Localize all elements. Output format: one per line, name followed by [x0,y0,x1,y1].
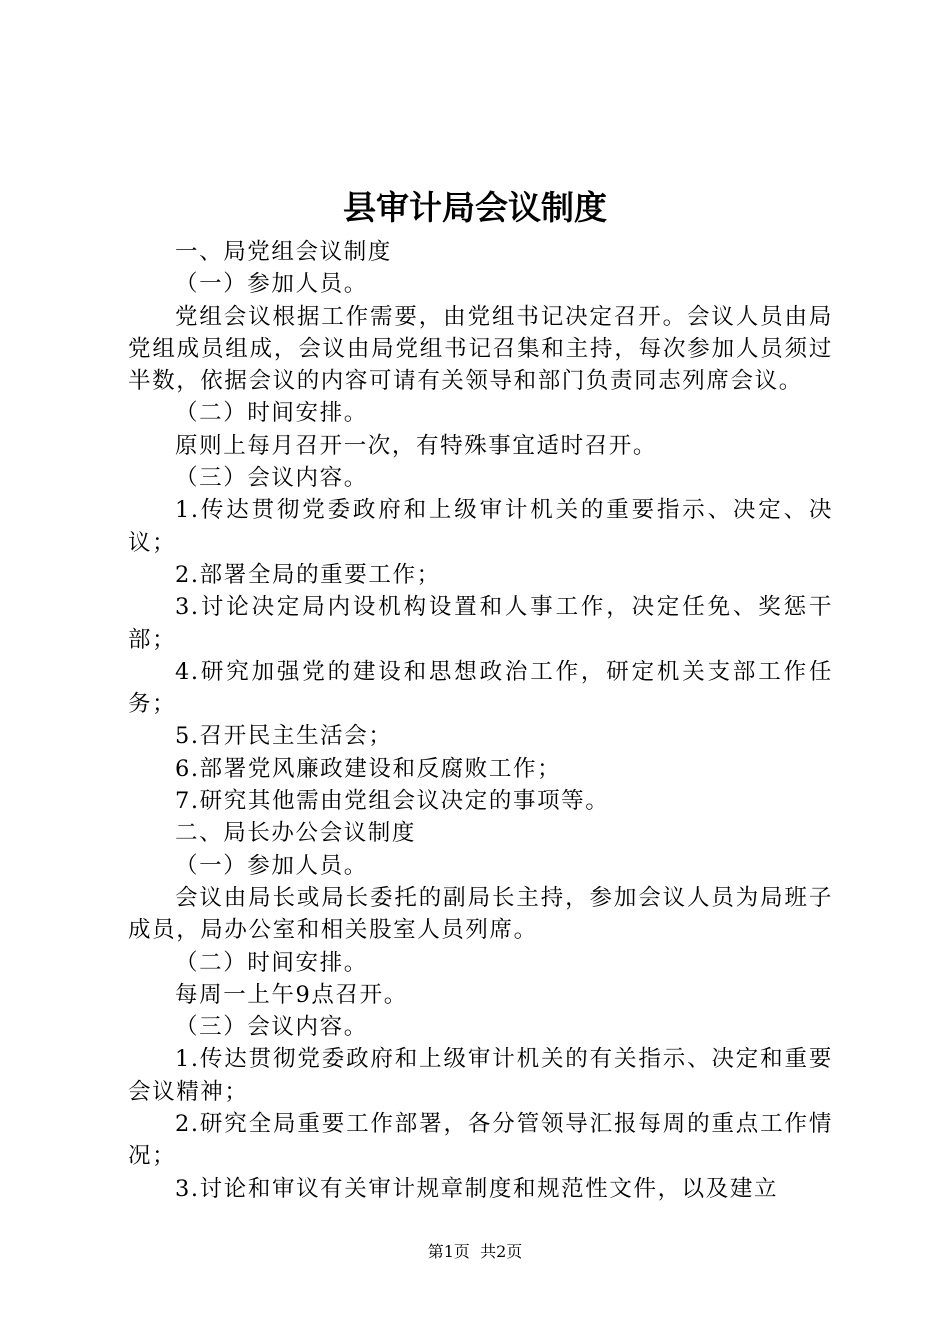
page-title: 县审计局会议制度 [343,188,607,227]
list-item: 3.讨论和审议有关审计规章制度和规范性文件，以及建立 [175,1175,779,1202]
subheading-participants: （一）参加人员。 [175,271,368,298]
list-item: 4.研究加强党的建设和思想政治工作，研定机关支部工作任务； [128,658,833,718]
page-number: 第1页 [427,1242,470,1261]
list-item: 2.部署全局的重要工作； [175,561,441,588]
section-heading-1: 一、局党组会议制度 [175,239,392,265]
paragraph: 每周一上午9点召开。 [175,981,408,1008]
list-item: 5.召开民主生活会； [175,723,393,750]
section-heading-2: 二、局长办公会议制度 [175,820,417,847]
page-footer [0,1240,950,1264]
subheading-schedule: （二）时间安排。 [175,400,368,427]
list-item: 6.部署党风廉政建设和反腐败工作； [175,755,562,782]
list-item: 7.研究其他需由党组会议决定的事项等。 [175,788,610,815]
list-item: 2.研究全局重要工作部署，各分管领导汇报每周的重点工作情况； [128,1111,833,1170]
list-item: 1.传达贯彻党委政府和上级审计机关的重要指示、决定、决议； [128,497,833,556]
paragraph: 会议由局长或局长委托的副局长主持，参加会议人员为局班子成员，局办公室和相关股室人员列席。 [128,884,833,944]
paragraph: 党组会议根据工作需要，由党组书记决定召开。会议人员由局党组成员组成，会议由局党组书记召集和主持，每次参加人员须过半数，依据会议的内容可请有关领导和部门负责同志列席会议。 [128,303,833,395]
document-body [128,236,833,1205]
subheading-schedule: （二）时间安排。 [175,949,368,976]
subheading-participants: （一）参加人员。 [175,852,368,879]
subheading-content: （三）会议内容。 [175,1014,368,1041]
subheading-content: （三）会议内容。 [175,465,368,492]
paragraph: 原则上每月召开一次，有特殊事宜适时召开。 [175,432,658,459]
list-item: 1.传达贯彻党委政府和上级审计机关的有关指示、决定和重要会议精神； [128,1046,833,1105]
page-total: 共2页 [480,1242,523,1261]
list-item: 3.讨论决定局内设机构设置和人事工作，决定任免、奖惩干部； [128,594,833,653]
